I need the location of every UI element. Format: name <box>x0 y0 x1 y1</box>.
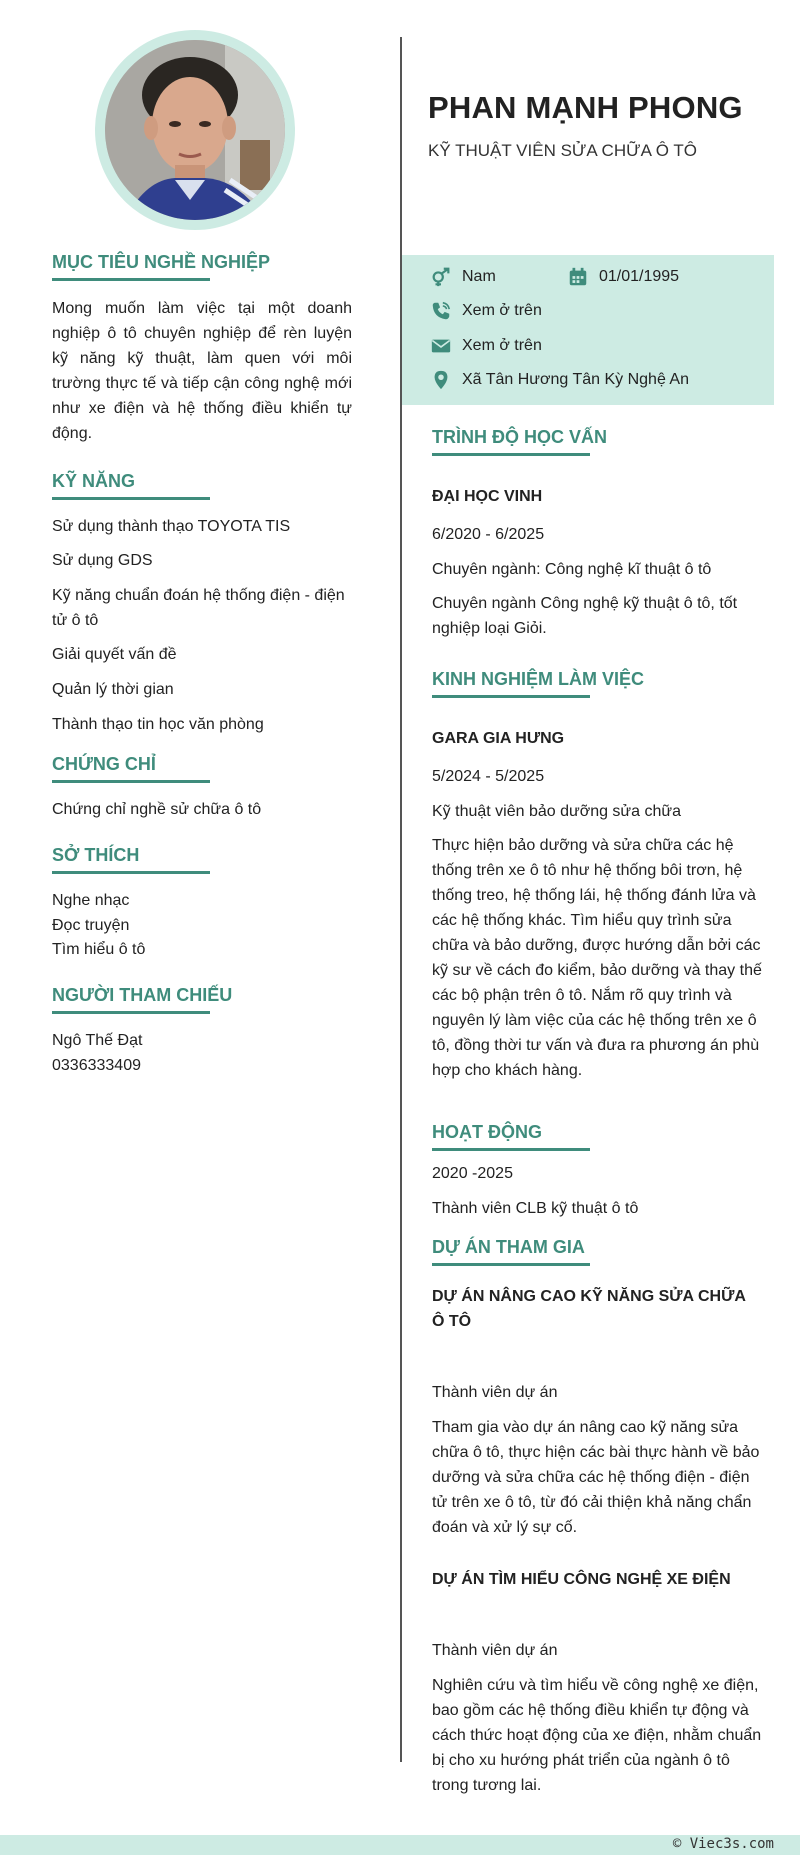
section-underline <box>52 780 210 783</box>
project-name: DỰ ÁN TÌM HIỂU CÔNG NGHỆ XE ĐIỆN <box>432 1571 731 1588</box>
portrait-photo <box>105 40 285 220</box>
skills-title: KỸ NĂNG <box>52 471 136 491</box>
calendar-icon <box>567 266 589 288</box>
experience-company: GARA GIA HƯNG <box>432 730 565 747</box>
project-role: Thành viên dự án <box>432 1642 558 1659</box>
experience-position: Kỹ thuật viên bảo dưỡng sửa chữa <box>432 803 681 820</box>
address-row <box>430 369 689 391</box>
project-name: DỰ ÁN NÂNG CAO KỸ NĂNG SỬA CHỮA Ô TÔ <box>432 1288 746 1330</box>
skill-item: Giải quyết vấn đề <box>52 646 177 663</box>
skill-item: Sử dụng thành thạo TOYOTA TIS <box>52 518 291 535</box>
hobbies-title: SỞ THÍCH <box>52 845 140 865</box>
gender-icon <box>430 266 452 288</box>
section-underline <box>432 695 590 698</box>
footer-bar <box>0 1835 800 1855</box>
activities-description: Thành viên CLB kỹ thuật ô tô <box>432 1200 639 1217</box>
section-underline <box>432 453 590 456</box>
section-underline <box>432 1263 590 1266</box>
section-underline <box>52 497 210 500</box>
activities-title: HOẠT ĐỘNG <box>432 1122 542 1142</box>
section-underline <box>52 278 210 281</box>
experience-description: Thực hiện bảo dưỡng và sửa chữa các hệ thống trên xe ô tô như hệ thống bôi trơn, hệ thống treo, hệ thống lái, hệ thống đánh lửa và các hệ thống khác. Tìm hiểu quy trình sửa chữa và bảo dưỡng, được hướng dẫn bởi các kỹ sư về cách đo kiểm, bảo dưỡng và thay thế các bộ phận trên ô tô. Nắm rõ quy trình và nguyên lý làm việc của các hệ thống trên xe ô tô, đồng thời tư vấn và đưa ra phương án phù hợp cho khách hàng. <box>432 837 762 1079</box>
certificates-title: CHỨNG CHỈ <box>52 754 156 774</box>
experience-title: KINH NGHIỆM LÀM VIỆC <box>432 669 645 689</box>
hobby-item: Đọc truyện <box>52 917 130 934</box>
location-icon <box>430 369 452 391</box>
hobby-item: Tìm hiểu ô tô <box>52 941 146 958</box>
birthday-value: 01/01/1995 <box>599 268 680 285</box>
activities-period: 2020 -2025 <box>432 1165 513 1182</box>
project-role: Thành viên dự án <box>432 1384 558 1401</box>
objective-title: MỤC TIÊU NGHỀ NGHIỆP <box>52 252 271 272</box>
objective-text: Mong muốn làm việc tại một doanh nghiệp ô tô chuyên nghiệp để rèn luyện kỹ năng kỹ thuật, làm quen với môi trường thực tế và tiếp cận công nghệ mới như xe điện và hệ thống điều khiển tự động. <box>52 300 352 442</box>
reference-name: Ngô Thế Đạt <box>52 1032 143 1049</box>
education-period: 6/2020 - 6/2025 <box>432 526 545 543</box>
portrait-illustration <box>105 40 285 220</box>
experience-period: 5/2024 - 5/2025 <box>432 768 545 785</box>
skill-item: Quản lý thời gian <box>52 681 174 698</box>
footer-watermark: © Viec3s.com <box>672 1836 774 1852</box>
phone-row <box>430 300 542 322</box>
email-icon <box>430 335 452 357</box>
gender-value: Nam <box>462 268 496 285</box>
skill-item: Sử dụng GDS <box>52 552 153 569</box>
skill-item: Kỹ năng chuẩn đoán hệ thống điện - điện tử ô tô <box>52 587 345 629</box>
email-value: Xem ở trên <box>462 337 542 354</box>
project-description: Tham gia vào dự án nâng cao kỹ năng sửa chữa ô tô, thực hiện các bài thực hành về bảo dưỡng và sửa chữa các hệ thống điện - điện tử trên xe ô tô, từ đó cải thiện khả năng chẩn đoán và xử lý sự cố. <box>432 1419 760 1536</box>
phone-icon <box>430 300 452 322</box>
hobby-item: Nghe nhạc <box>52 892 130 909</box>
education-description: Chuyên ngành Công nghệ kỹ thuật ô tô, tốt nghiệp loại Giỏi. <box>432 595 738 637</box>
personal-info-box <box>402 255 774 405</box>
section-underline <box>52 1011 210 1014</box>
birthday-row <box>567 266 679 288</box>
education-school: ĐẠI HỌC VINH <box>432 488 543 505</box>
phone-value: Xem ở trên <box>462 302 542 319</box>
avatar <box>95 30 295 230</box>
gender-row <box>430 266 496 288</box>
address-value: Xã Tân Hương Tân Kỳ Nghệ An <box>462 371 689 388</box>
education-major: Chuyên ngành: Công nghệ kĩ thuật ô tô <box>432 561 712 578</box>
certificate-item: Chứng chỉ nghề sử chữa ô tô <box>52 801 262 818</box>
job-title: KỸ THUẬT VIÊN SỬA CHỮA Ô TÔ <box>428 141 697 160</box>
candidate-name: PHAN MẠNH PHONG <box>428 90 743 125</box>
email-row <box>430 335 542 357</box>
projects-title: DỰ ÁN THAM GIA <box>432 1237 585 1257</box>
education-title: TRÌNH ĐỘ HỌC VẤN <box>432 427 607 447</box>
skill-item: Thành thạo tin học văn phòng <box>52 716 264 733</box>
project-description: Nghiên cứu và tìm hiểu về công nghệ xe điện, bao gồm các hệ thống điều khiển tự động và cách thức hoạt động của xe điện, nhằm chuẩn bị cho xu hướng phát triển của ngành ô tô trong tương lai. <box>432 1677 762 1794</box>
references-title: NGƯỜI THAM CHIẾU <box>52 985 233 1005</box>
reference-phone: 0336333409 <box>52 1057 141 1074</box>
section-underline <box>432 1148 590 1151</box>
section-underline <box>52 871 210 874</box>
